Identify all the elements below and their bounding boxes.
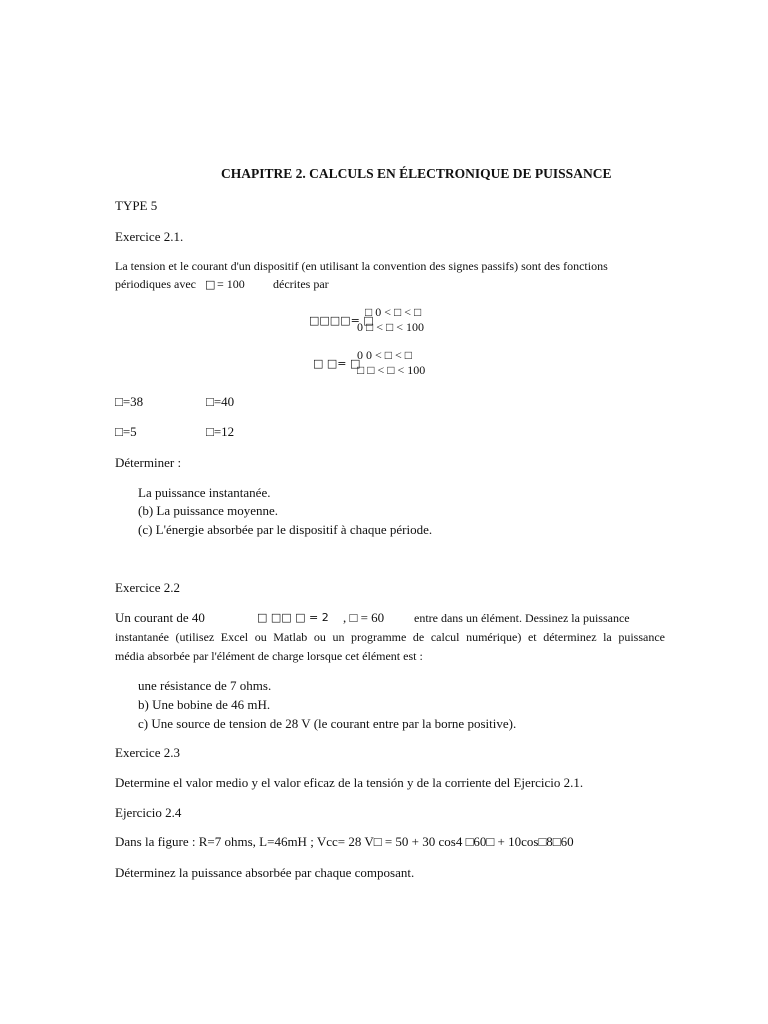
param-1a: □=38 — [115, 394, 144, 409]
type-label: TYPE 5 — [115, 198, 158, 213]
omega-glyph: □ — [205, 278, 216, 291]
v-lhs: □□□□= □ — [309, 314, 374, 327]
ex21-para-line1: La tension et le courant d'un dispositif (en utilisant la convention des signes passifs) sont des fonctions — [115, 259, 608, 273]
i-row2: □ □ < □ < 100 — [357, 363, 426, 377]
ex22-line1-b: □ □□ □ = 2 — [257, 611, 329, 624]
ex23-text: Determine el valor medio y el valor eficaz de la tensión y de la corriente del Ejercicio 2.1. — [115, 775, 584, 790]
ex22-item-b: b) Une bobine de 46 mH. — [138, 697, 271, 712]
ex22-item-c: c) Une source de tension de 28 V (le courant entre par la borne positive). — [138, 716, 517, 731]
ex24-text2: Déterminez la puissance absorbée par chaque composant. — [115, 865, 415, 880]
ex21-item-a: La puissance instantanée. — [138, 485, 271, 500]
ex21-para-line2-b: = 100 — [217, 277, 245, 291]
ex21-item-b: (b) La puissance moyenne. — [138, 503, 279, 518]
i-lhs: □ □= □ — [313, 357, 361, 370]
ex22-item-a: une résistance de 7 ohms. — [138, 678, 272, 693]
ex22-line2: instantanée (utilisez Excel ou Matlab ou un programme de calcul numérique) et déterminez la puissance — [115, 630, 665, 644]
ex24-heading: Ejercicio 2.4 — [115, 805, 182, 820]
ex22-line1-d: entre dans un élément. Dessinez la puissance — [414, 611, 630, 625]
v-row2: 0 □ < □ < 100 — [357, 320, 425, 334]
determine-label: Déterminer : — [115, 455, 182, 470]
ex22-line1-a: Un courant de 40 — [115, 610, 205, 625]
ex21-item-c: (c) L'énergie absorbée par le dispositif à chaque période. — [138, 522, 433, 537]
ex21-para-line2-c: décrites par — [273, 277, 329, 291]
param-2b: □=12 — [206, 424, 235, 439]
ex22-heading: Exercice 2.2 — [115, 580, 180, 595]
ex24-text: Dans la figure : R=7 ohms, L=46mH ; Vcc= 28 V□ = 50 + 30 cos4 □60□ + 10cos□8□60 — [115, 834, 574, 849]
v-row1: □ 0 < □ < □ — [365, 305, 422, 319]
param-1b: □=40 — [206, 394, 235, 409]
ex23-heading: Exercice 2.3 — [115, 745, 180, 760]
ex22-line1-c: , □ = 60 — [343, 610, 385, 625]
i-row1: 0 0 < □ < □ — [357, 348, 413, 362]
param-2a: □=5 — [115, 424, 137, 439]
ex21-heading: Exercice 2.1. — [115, 229, 184, 244]
chapter-title: CHAPITRE 2. CALCULS EN ÉLECTRONIQUE DE PUISSANCE — [221, 166, 612, 181]
ex22-line3: média absorbée par l'élément de charge lorsque cet élément est : — [115, 649, 423, 663]
ex21-para-line2-a: périodiques avec — [115, 277, 196, 291]
